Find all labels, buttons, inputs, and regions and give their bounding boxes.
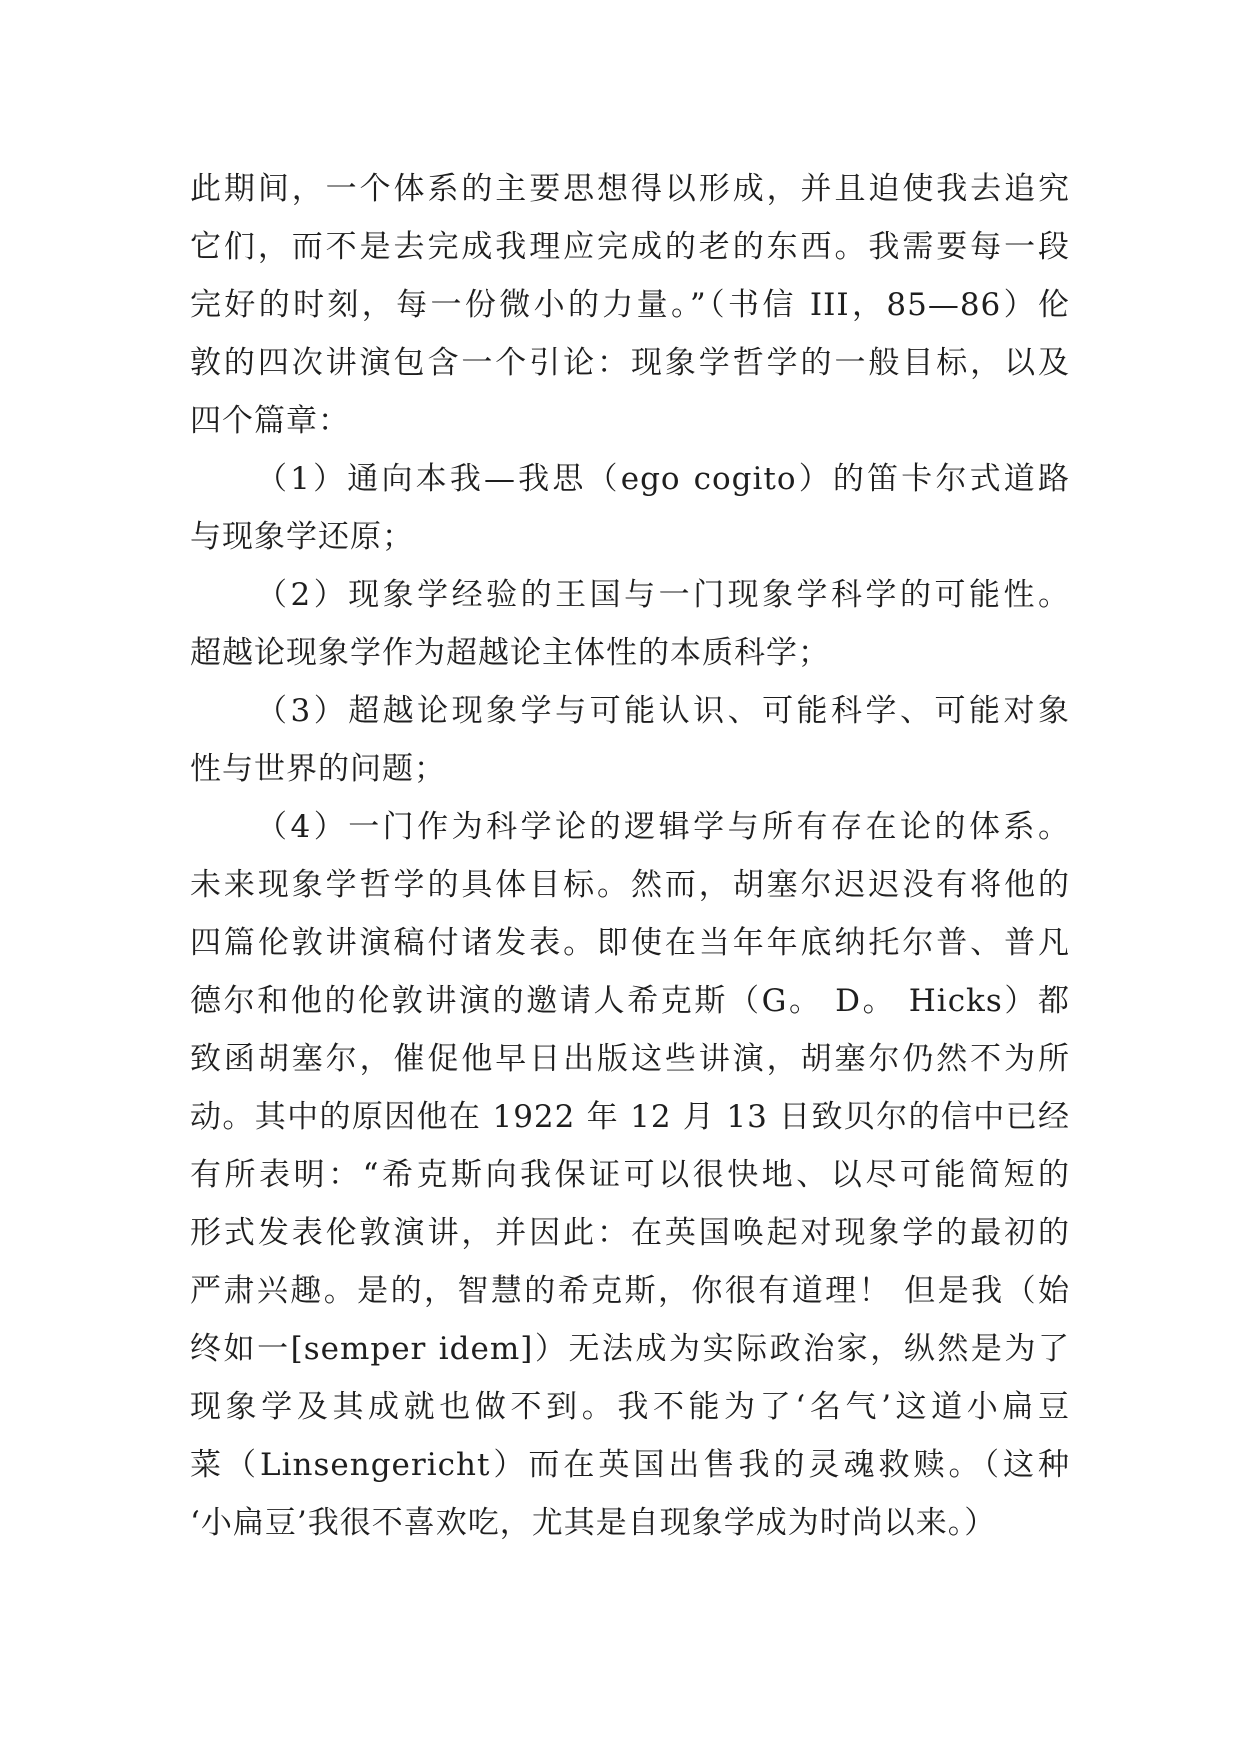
text-line: 完好的时刻，每一份微小的力量。”（书信 III，85—86）伦: [190, 287, 1070, 323]
text-line: 形式发表伦敦演讲，并因此：在英国唤起对现象学的最初的: [190, 1215, 1070, 1251]
text-line: 与现象学还原；: [190, 519, 414, 555]
list-item-3-line: （3）超越论现象学与可能认识、可能科学、可能对象: [256, 693, 1070, 729]
text-line: 严肃兴趣。是的，智慧的希克斯，你很有道理！ 但是我（始: [190, 1273, 1070, 1309]
body-text: [190, 160, 1070, 1552]
text-line: 敦的四次讲演包含一个引论：现象学哲学的一般目标，以及: [190, 345, 1070, 381]
text-line: ‘小扁豆’我很不喜欢吃，尤其是自现象学成为时尚以来。）: [190, 1505, 997, 1541]
text-line: 未来现象学哲学的具体目标。然而，胡塞尔迟迟没有将他的: [190, 867, 1070, 903]
text-line: 超越论现象学作为超越论主体性的本质科学；: [190, 635, 830, 671]
text-line: 终如一[semper idem]）无法成为实际政治家，纵然是为了: [190, 1331, 1070, 1367]
text-line: 致函胡塞尔，催促他早日出版这些讲演，胡塞尔仍然不为所: [190, 1041, 1070, 1077]
text-line: 动。其中的原因他在 1922 年 12 月 13 日致贝尔的信中已经: [190, 1099, 1070, 1135]
text-line: 性与世界的问题；: [190, 751, 446, 787]
text-line: 菜（Linsengericht）而在英国出售我的灵魂救赎。（这种: [190, 1447, 1070, 1483]
text-line: 有所表明：“希克斯向我保证可以很快地、以尽可能简短的: [190, 1157, 1070, 1193]
text-line: 四个篇章：: [190, 403, 350, 439]
text-line: 此期间，一个体系的主要思想得以形成，并且迫使我去追究: [190, 171, 1070, 207]
list-item-2-line: （2）现象学经验的王国与一门现象学科学的可能性。: [256, 577, 1070, 613]
text-line: 德尔和他的伦敦讲演的邀请人希克斯（G。 D。 Hicks）都: [190, 983, 1070, 1019]
list-item-4-line: （4）一门作为科学论的逻辑学与所有存在论的体系。: [256, 809, 1070, 845]
text-line: 四篇伦敦讲演稿付诸发表。即使在当年年底纳托尔普、普凡: [190, 925, 1070, 961]
list-item-1-line: （1）通向本我—我思（ego cogito）的笛卡尔式道路: [256, 461, 1070, 497]
text-line: 现象学及其成就也做不到。我不能为了‘名气’这道小扁豆: [190, 1389, 1070, 1425]
text-line: 它们，而不是去完成我理应完成的老的东西。我需要每一段: [190, 229, 1070, 265]
